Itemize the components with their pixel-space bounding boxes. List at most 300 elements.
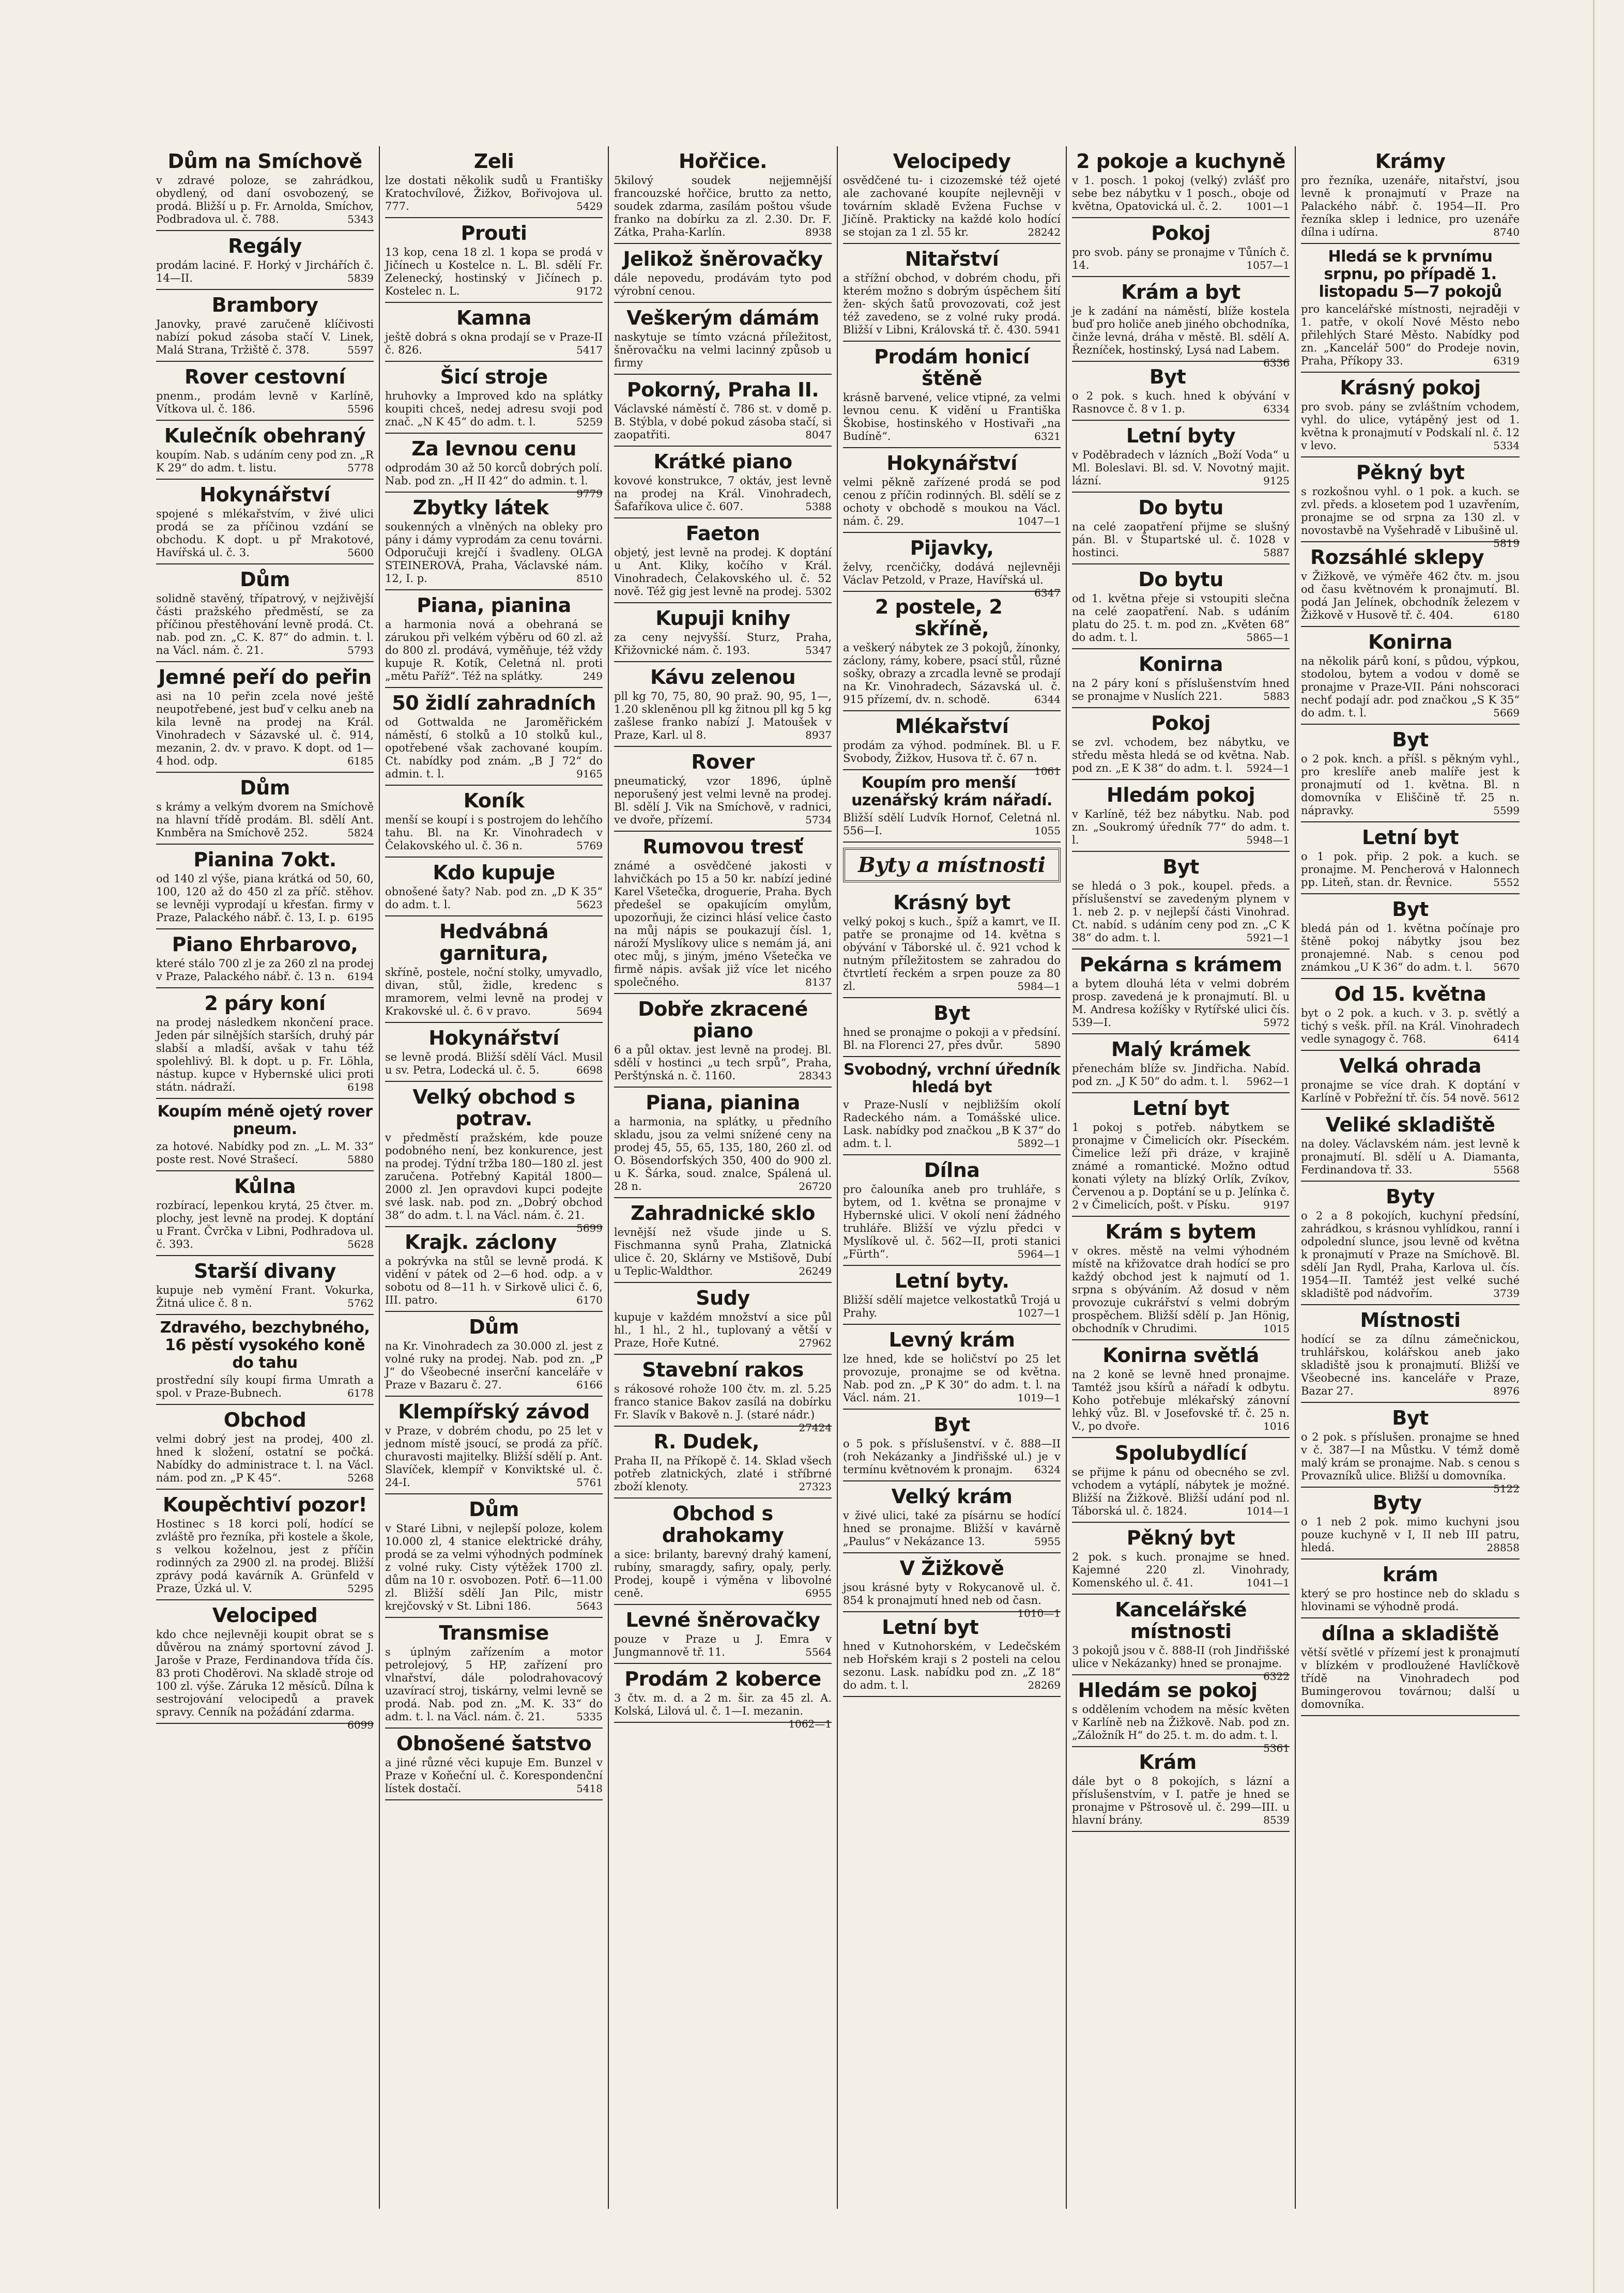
classified-ad [156,480,374,564]
classified-ad [156,1256,374,1315]
ad-headline: Kávu zelenou [650,666,796,689]
classified-ad [843,146,1061,244]
ad-number: 1027—1 [1017,1307,1061,1319]
classified-ad [156,1171,374,1256]
ad-body [1301,570,1520,622]
ad-text: Bližší sdělí majetce velkostatků Trojá u Prahy. [843,1294,1061,1319]
classified-ad [156,845,374,929]
ad-text: kupuje v každém množství a sice půl hl., 1 hl., 2 hl., tuplovaný a větší v Praze, Hoře Kutné. [614,1311,832,1349]
classified-ad [843,998,1061,1057]
classified-ad [614,1427,832,1499]
ad-text: krásně barvené, velice vtipné, za velmi levnou cenu. K vidění u Františka Škobise, hostinského v Hostivaři „na Budíně“. [843,391,1061,442]
classified-ad [385,1729,603,1800]
classified-ad [385,146,603,218]
ad-number: 5302 [805,585,832,598]
ad-text: hodící se za dílnu zámečnickou, truhlářskou, kolářskou aneb jako skladiště jsou k pronajmutí. Bližší ve Všeobecné ins. kanceláře v Praze, Bazar 27. [1301,1333,1520,1397]
ad-number: 5361 [1263,1742,1290,1754]
ad-body [156,1374,374,1400]
ad-body [385,1425,603,1489]
ad-body [1301,1079,1520,1105]
ad-number: 5429 [576,200,603,212]
ad-body [156,1140,374,1166]
ad-number: 6319 [1493,355,1520,367]
ad-headline: Krám s bytem [1105,1220,1257,1243]
classified-ad [843,244,1061,342]
ad-number: 5880 [347,1153,374,1166]
ad-number: 27962 [799,1337,832,1349]
ad-number: 5824 [347,827,374,839]
ad-text: který se pro hostince neb do skladu s hlovinami se výhodně prodá. [1301,1587,1520,1613]
classified-ad [1072,1093,1290,1217]
ad-text: a sice: brilanty, barevný drahý kamení, rubíny, smaragdy, safiry, opaly, perly. Prodej, koupě i výměna v libovolné ceně. [614,1548,832,1599]
ad-number: 1041—1 [1246,1577,1290,1589]
ad-number: 5347 [805,644,832,656]
ad-body [1072,1644,1290,1683]
ad-headline: Prodám 2 koberce [624,1668,821,1690]
ad-text: koupím. Nab. s udáním ceny pod zn. „R K 29“ do adm. t. listu. [156,449,374,474]
ad-text: se levně prodá. Bližší sdělí Václ. Musil u sv. Petra, Lodecká ul. č. 5. [385,1051,603,1076]
ad-text: prostřední síly koupí firma Umrath a spol. v Praze-Bubnech. [156,1374,374,1399]
ad-number: 249 [583,670,603,682]
classified-ad [156,421,374,480]
ad-headline: Kůlna [234,1175,296,1198]
ad-text: osvědčené tu- i cizozemské též ojeté ale zachované koupíte nejlevněji v továrním skladě Evžena Fuchse v Jičíně. Prakticky na každé kolo hodící se stojan za 1 zl. 55 kr. [843,174,1061,238]
ad-text: lze hned, kde se holičství po 25 let provozuje, pronajme se od května. Nab. pod zn. „P K 30“ do adm. t. l. na Václ. nám. 21. [843,1353,1061,1404]
ad-body [156,449,374,475]
ad-body [156,1016,374,1094]
ad-number: 1057—1 [1246,259,1290,271]
classified-columns [151,146,1526,2209]
ad-headline: Dům na Smíchově [167,150,362,173]
ad-number: 9172 [576,285,603,297]
ad-number: 5887 [1263,546,1290,559]
ad-headline: dílna a skladiště [1322,1622,1499,1645]
ad-body [385,1132,603,1234]
classified-ad [156,1099,374,1171]
ad-headline: Letní byty. [894,1270,1009,1292]
ad-number: 5761 [576,1476,603,1489]
ad-body [156,1199,374,1251]
ad-body [156,1433,374,1485]
ad-headline: Kamna [456,307,531,329]
ad-body [1301,485,1520,549]
ad-headline: Hořčice. [679,150,767,173]
ad-headline: Velký obchod s potrav. [412,1086,575,1130]
ad-number: 6198 [347,1081,374,1093]
ad-headline: Hokynářství [886,452,1017,475]
ad-number: 6414 [1493,1033,1520,1045]
classified-ad [385,916,603,1023]
ad-body [1301,1007,1520,1046]
classified-ad [385,434,603,500]
classified-ad [385,1397,603,1494]
ad-headline: Starší divany [194,1260,336,1282]
ad-headline: Dílna [924,1159,980,1182]
ad-number: 28858 [1487,1541,1520,1554]
ad-body [1072,1368,1290,1433]
ad-body [843,174,1061,239]
classified-ad [1301,725,1520,822]
ad-headline: Velký krám [891,1485,1013,1508]
classified-ad [1301,627,1520,725]
ad-text: dále byt o 8 pokojích, s lázní a příslušenstvím, v I. patře je hned se pronajme v Pštrosově ul. č. 299—III. u hlavní brány. [1072,1775,1290,1826]
ad-text: prodám za výhod. podmínek. Bl. u F. Svobody, Žižkov, Husova tř. č. 67 n. [843,739,1061,765]
ad-text: levnější než všude jinde u S. Fischmanna synů Praha, Zlatnická ulice č. 20, Sklárny ve Mstišově, Dubí u Teplic-Waldthor. [614,1226,832,1277]
ad-body [1072,677,1290,703]
ad-body [1301,753,1520,817]
ad-text: objetý, jest levně na prodej. K doptání u Ant. Kliky, kočího v Král. Vinohradech, Čelakovského ul. č. 52 nově. Též gig jest levně na prodej. [614,546,832,598]
ad-body [614,174,832,239]
classified-ad [843,770,1061,843]
classified-ad [1301,1305,1520,1403]
ad-number: 5643 [576,1600,603,1612]
ad-text: za ceny nejvyšší. Sturz, Praha, Křižovnické nám. č. 193. [614,631,832,656]
ad-body [1301,1587,1520,1613]
ad-number: 1010—1 [1017,1607,1061,1619]
classified-ad [385,1312,603,1397]
ad-number: 27424 [799,1421,832,1434]
ad-body [1301,850,1520,889]
ad-headline: Od 15. května [1334,983,1487,1005]
ad-body [1072,390,1290,416]
ad-body [614,1455,832,1493]
ad-text: v Praze-Nuslí v nejbližším okolí Radeckého nám. a Tomášské ulice. Lask. nabídky pod značkou „B K 37“ do adm. t. l. [843,1098,1061,1150]
ad-body [843,1640,1061,1692]
classified-ad [1301,822,1520,894]
ad-number: 5892—1 [1017,1137,1061,1150]
ad-headline: Piana, pianina [646,1091,800,1114]
ad-headline: Pokorný, Praha II. [626,378,819,401]
classified-ad [614,1499,832,1605]
ad-headline: Faeton [685,522,760,545]
ad-body [385,462,603,500]
classified-ad [1301,146,1520,244]
ad-headline: Pokoj [1151,222,1211,244]
ad-headline: Místnosti [1360,1309,1461,1332]
classified-ad [156,773,374,845]
ad-number: 6180 [1493,609,1520,621]
ad-number: 8937 [805,729,832,741]
ad-number: 5599 [1493,804,1520,817]
ad-number: 6178 [347,1387,374,1399]
classified-ad [1301,457,1520,549]
ad-body [843,476,1061,528]
classified-ad [385,1618,603,1729]
ad-text: pneumatický, vzor 1896, úplně neporušený jest velmi levně na prodej. Bl. sdělí J. Vik na Smíchově, v radnici, ve dvoře, přízemí. [614,775,832,826]
ad-number: 3739 [1493,1287,1520,1300]
classified-ad [156,1600,374,1731]
classified-ad [843,1325,1061,1410]
ad-number: 5295 [347,1582,374,1595]
column-5 [1067,146,1296,2209]
ad-number: 6166 [576,1379,603,1391]
classified-ad [1072,1523,1290,1595]
ad-number: 5778 [347,462,374,474]
ad-body [614,475,832,513]
section-banner: Byty a místnosti [843,848,1061,882]
ad-headline: Byt [933,1413,970,1436]
ad-number: 1001—1 [1246,200,1290,212]
ad-body [385,618,603,683]
ad-headline: Byt [1392,1407,1429,1429]
ad-number: 5388 [805,500,832,513]
ad-text: o 2 pok. s kuch. hned k obývání v Rasnovce č. 8 v 1. p. [1072,390,1290,415]
ad-text: v okres. městě na velmi výhodném místě na křižovatce drah hodící se pro každý obchod jest k najmutí od 1. srpna s obýváním. Až dosud v něm provozuje cukrářství s velmi dobrým prospěchem. Bližší sdělí p. Jan Hönig, obchodník v Chrudimi. [1072,1245,1290,1335]
page-margin-rule [1593,0,1595,2293]
ad-text: s rozkošnou vyhl. o 1 pok. a kuch. se zvl. předs. a klosetem pod 1 uzavřením, pronajme se od srpna za 130 zl. v novostavbě na Vyšehradě v Libušině ul. [1301,485,1520,537]
ad-body [1072,521,1290,559]
ad-body [614,1633,832,1659]
ad-text: a veškerý nábytek ze 3 pokojů, žínonky, záclony, rámy, kobere, psací stůl, různé sošky, obrazy a zrcadla levně se prodají na Kr. Vinohradech, Sázavská ul. č. 915 přízemí, dv. n. schodě. [843,641,1061,706]
ad-body [385,966,603,1018]
ad-body [156,801,374,839]
ad-text: 5kilový soudek nejjemnější francouzské hořčice, brutto za netto, soudek zdarma, zasílám poštou všude franko na dobírku za zl. 2.30. Dr. F. Zátka, Praha-Karlín. [614,174,832,238]
ad-text: 3 pokojů jsou v č. 888-II (roh Jindřišské ulice v Nekázanky) hned se pronajme. [1072,1644,1290,1670]
ad-body [614,775,832,827]
classified-ad [385,858,603,916]
classified-ad [1301,244,1520,373]
ad-headline: V Žižkově [899,1557,1004,1580]
ad-headline: Byt [933,1002,970,1025]
ad-body [843,812,1061,837]
ad-body [1072,977,1290,1029]
ad-number: 5924—1 [1246,762,1290,774]
ad-number: 6195 [347,911,374,924]
classified-ad [1301,1110,1520,1182]
classified-ad [1301,542,1520,627]
ad-text: o 1 neb 2 pok. mimo kuchyni jsou pouze kuchyně v I, II neb III patru, hledá. [1301,1516,1520,1554]
ad-number: 6698 [576,1064,603,1076]
ad-text: o 1 pok. přip. 2 pok. a kuch. se pronajme. M. Pencherová v Halonnech pp. Liteň, stan. dr. Řevnice. [1301,850,1520,889]
classified-ad [614,832,832,994]
column-2 [380,146,609,2209]
ad-headline: Jelikož šněrovačky [623,248,823,270]
ad-headline: Piana, pianina [417,594,571,617]
ad-body [1301,1516,1520,1554]
classified-ad [385,1023,603,1082]
ad-headline: Stavební rakos [642,1358,804,1381]
ad-body [156,390,374,416]
ad-body [843,391,1061,443]
ad-text: hned se pronajme o pokoji a v předsíní. Bl. na Florenci 27, přes dvůr. [843,1026,1061,1051]
ad-text: pro svob. pány se zvláštním vchodem, vyhl. do ulice, vytápěný jest od 1. května k pronajmutí v Podskalí nl. č. 12 v levo. [1301,401,1520,452]
ad-headline: Rover cestovní [185,365,345,388]
ad-number: 9197 [1263,1199,1290,1211]
ad-headline: Kupuji knihy [655,607,790,630]
ad-body [614,860,832,989]
classified-ad [843,1155,1061,1266]
ad-body [1072,1775,1290,1827]
classified-ad [1072,218,1290,277]
ad-text: a harmonia nová a obehraná se zárukou při velkém výběru od 60 zl. až do 800 zl. prodává, vyměňuje, též vždy kupuje R. Kotík, Celetná nl. proti „mětu Paříž“. Též na splátky. [385,618,603,682]
ad-number: 28269 [1028,1679,1061,1691]
ad-text: v 1. posch. 1 pokoj (velký) zvlášť pro sebe bez nábytku v 1 posch., oboje od května, Opatovická ul. č. 2. [1072,174,1290,212]
ad-text: rozbírací, lepenkou krytá, 25 čtver. m. plochy, jest levně na prodej. K doptání u Frant. Čvrčka v Libni, Podhradova ul. č. 393. [156,1199,374,1250]
classified-ad [1301,1403,1520,1495]
classified-ad [614,375,832,447]
ad-text: velký pokoj s kuch., špíž a kamrt, ve II. patře se pronajme od 14. května s obývání v Táborské ul. č. 921 vchod k nutným příležitostem se zahradou do čtvrtletí řeckém a srpen pouze za 80 zl. [843,915,1061,992]
classified-ad [614,1355,832,1434]
ad-headline: Zahradnické sklo [631,1202,815,1225]
ad-body [1072,305,1290,369]
ad-text: pll kg 70, 75, 80, 90 praž. 90, 95, 1—, 1.20 skleněnou pll kg žitnou pll kg 5 kg zašlese franko nabízí J. Matoušek v Praze, Karl. ul 8. [614,690,832,741]
ad-text: hned v Kutnohorském, v Ledečském neb Hořském kraji s 2 posteli na celou sezonu. Lask. nabídku pod zn. „Z 18“ do adm. t. l. [843,1640,1061,1691]
classified-ad [1072,493,1290,564]
ad-body [385,390,603,429]
ad-body [843,641,1061,706]
classified-ad [843,1266,1061,1325]
ad-number: 8137 [805,976,832,988]
ad-text: ještě dobrá s okna prodají se v Praze-II č. 826. [385,331,603,356]
ad-number: 5600 [347,546,374,559]
ad-number: 6170 [576,1294,603,1306]
classified-ad [614,1283,832,1355]
ad-number: 5596 [347,403,374,415]
ad-headline: Hedvábná garnitura, [439,920,549,965]
ad-number: 1019—1 [1017,1392,1061,1404]
ad-headline: Dům [240,568,290,591]
ad-headline: Koupím pro menší uzenářský krám nářadí. [851,774,1052,809]
ad-body [385,716,603,781]
classified-ad [385,590,603,688]
classified-ad [614,447,832,518]
classified-ad [385,688,603,786]
ad-headline: Obchod s drahokamy [662,1502,784,1547]
ad-body [614,690,832,742]
ad-number: 5865—1 [1246,631,1290,644]
ad-number: 26720 [799,1180,832,1193]
ad-text: o 2 pok. s příslušen. pronajme se hned v č. 387—I na Můstku. V témž domě malý krám se pronajme. Nab. s cenou s Provazníků ulice. Bližší u domovníka. [1301,1431,1520,1482]
ad-number: 1062—1 [788,1718,832,1730]
ad-body [156,1628,374,1731]
ad-headline: Zbytky látek [412,496,549,519]
ad-text: Bližší sdělí Ludvík Hornof, Celetná nl. 556—I. [843,812,1061,837]
ad-number: 1015 [1263,1322,1290,1335]
classified-ad [843,1553,1061,1619]
ad-body [843,1098,1061,1150]
ad-text: na celé zaopatření přijme se slušný pán. Bl. v Štupartské ul. č. 1028 v hostinci. [1072,521,1290,559]
ad-text: Praha II, na Příkopě č. 14. Sklad všech potřeb zlatnických, zlaté i stříbrné zboží klenoty. [614,1455,832,1493]
column-4 [838,146,1067,2209]
ad-number: 28343 [799,1069,832,1082]
classified-ad [1072,1747,1290,1832]
ad-number: 8938 [805,226,832,238]
ad-body [1072,1703,1290,1754]
ad-text: v živé ulici, také za písárnu se hodící hned se pronajme. Bližší v kavárně „Paulus“ v Nekázance 13. [843,1509,1061,1548]
ad-headline: Velká ohrada [1339,1054,1481,1077]
ad-number: 9125 [1263,475,1290,487]
ad-number: 6955 [805,1587,832,1599]
ad-headline: Byt [1162,855,1199,878]
ad-headline: Malý krámek [1111,1038,1251,1061]
ad-headline: Prouti [461,222,527,244]
ad-text: obnošené šaty? Nab. pod zn. „D K 35“ do adm. t. l. [385,885,603,911]
ad-body [1072,736,1290,775]
ad-number: 1016 [1263,1420,1290,1432]
ad-text: bledá pán od 1. května počínaje pro štěně pokoj nábytky jsou bez pronajemné. Nab. s cenou pod známkou „U K 36“ do adm. t. l. [1301,922,1520,973]
ad-body [614,1692,832,1730]
ad-body [1072,1245,1290,1335]
ad-headline: Dům [469,1498,519,1521]
ad-text: větší světlé v přízemí jest k pronajmutí v blízkém v prodloužené Havlíčkově třídě na Vinohradech pod Bumingerovou továrnou; další u domovníka. [1301,1646,1520,1710]
ad-headline: Levný krám [888,1328,1015,1351]
ad-body [1072,246,1290,272]
ad-headline: Jemné peří do peřin [158,666,372,689]
ad-number: 5623 [576,898,603,911]
ad-text: byt o 2 pok. a kuch. v 3. p. světlý a tichý s vešk. příl. na Král. Vinohradech vedle synagogy č. 768. [1301,1007,1520,1045]
ad-number: 28242 [1028,226,1061,238]
ad-headline: Hokynářství [200,483,330,506]
ad-body [156,957,374,983]
ad-number: 5793 [347,644,374,656]
ad-body [843,915,1061,993]
ad-text: na několik párů koní, s půdou, výpkou, stodolou, bytem a vodou v domě se pronajme v Praze-VII. Páni nohscoraci nechť podají adr. pod značkou „S K 35“ do adm. t. l. [1301,655,1520,719]
ad-number: 1014—1 [1246,1505,1290,1517]
ad-text: kdo chce nejlevněji koupit obrat se s důvěrou na známý sportovní závod J. Jaroše v Praze, Ferdinandova třída čís. 83 proti Choděrovi. Na skladě stroje od 100 zl. výše. Záruka 12 měsíců. Dílna k sestrojování velocipedů a pravek spravy. Cenník na požádání zdarma. [156,1628,374,1718]
ad-body [1072,592,1290,644]
ad-number: 6336 [1263,357,1290,369]
ad-body [1072,1466,1290,1518]
ad-number: 5259 [576,416,603,428]
classified-ad [156,290,374,362]
ad-text: dále nepovedu, prodávám tyto pod výrobní cenou. [614,272,832,297]
ad-text: o 2 pok. knch. a příšl. s pěkným vyhl., pro kreslíře aneb malíře jest k pronajmutí od 1. května. Bl. n domovníka v Eliščině tř. 25 n. nápravky. [1301,753,1520,817]
ad-headline: Rumovou tresť [642,835,803,858]
ad-text: se přijme k pánu od obecného se zvl. vchodem a vytáplí, nábytek je možné. Bližší na Žižkově. Bližší udání pod nl. Táborská ul. č. 1824. [1072,1466,1290,1517]
ad-text: o 2 a 8 pokojích, kuchyní předsíní, zahrádkou, s krásnou vyhlídkou, ranní i odpolední slunce, jsou levně od května k pronajmutí v Praze na Smíchově. Bl. sdělí Jan Rydl, Praha, Karlova ul. čís. 1954—II. Tamtéž jest velké suché skladiště pod nádvořím. [1301,1210,1520,1300]
ad-number: 8740 [1493,226,1520,238]
ad-text: 2 pok. s kuch. pronajme se hned. Kajemné 220 zl. Vinohrady, Komenského ul. č. 41. [1072,1551,1290,1589]
classified-ad [614,747,832,832]
ad-number: 26249 [799,1265,832,1277]
ad-body [1301,655,1520,720]
ad-body [1301,922,1520,974]
ad-body [1301,1138,1520,1176]
ad-text: s oddělením vchodem na měsíc květen v Karlíně neb na Žižkově. Nab. pod zn. „Záložník H“ do 25. t. m. do adm. t. l. [1072,1703,1290,1741]
ad-number: 5769 [576,839,603,852]
ad-number: 9165 [576,768,603,780]
classified-ad [1301,894,1520,979]
ad-headline: Letní byt [1361,826,1459,849]
classified-ad [1072,146,1290,218]
classified-ad [843,1481,1061,1553]
ad-body [843,739,1061,777]
classified-ad [614,1088,832,1198]
classified-ad [156,146,374,231]
ad-headline: Pianina 7okt. [193,848,336,871]
ad-number: 6099 [347,1719,374,1731]
classified-ad [385,1082,603,1234]
classified-ad [1301,1618,1520,1716]
ad-headline: Sudy [696,1287,750,1309]
ad-text: skříně, postele, noční stolky, umyvadlo, divan, stůl, židle, kredenc s mramorem, velmi levně na prodej v Krakovské ul. č. 6 v pravo. [385,966,603,1017]
ad-headline: Dům [469,1316,519,1338]
classified-ad [614,662,832,747]
ad-text: jsou krásné byty v Rokycanově ul. č. 854 k pronajmutí hned neb od časn. [843,1581,1061,1607]
ad-body [614,272,832,298]
ad-text: a bytem dlouhá léta v velmi dobrém prosp. zavedená je k pronajmutí. Bl. u M. Andresa kožíšky v Rytířské ulici čís. 539—I. [1072,977,1290,1029]
ad-body [614,331,832,370]
ad-text: pronajme se více drah. K doptání v Karlíně v Pobřežní tř. čís. 54 nově. [1301,1079,1520,1104]
ad-headline: Hledám pokoj [1107,784,1255,806]
ad-headline: Brambory [211,294,318,316]
ad-headline: Rover [691,751,755,773]
ad-text: lze dostati několik sudů u Františky Kratochvílové, Žižkov, Bořivojova ul. 777. [385,174,603,212]
ad-number: 8510 [576,572,603,585]
ad-number: 5955 [1034,1535,1061,1548]
ad-text: pro řezníka, uzenáře, nitařství, jsou levně k pronajmutí v Praze na Palackého nábř. č. 1954—II. Pro řezníka sklep i lednice, pro uzenáře dílna i udírna. [1301,174,1520,238]
ad-text: v předměstí pražském, kde pouze podobného není, bez konkurence, jest na prodej. Týdní tržba 180—180 zl. jest zaručena. Potřebný Kapitál 1800—2000 zl. Jen opravdovi kupci podejte své lask. nab. pod zn. „Dobrý obchod 38“ do adm. t. l. na Václ. nám. č. 21. [385,1132,603,1221]
